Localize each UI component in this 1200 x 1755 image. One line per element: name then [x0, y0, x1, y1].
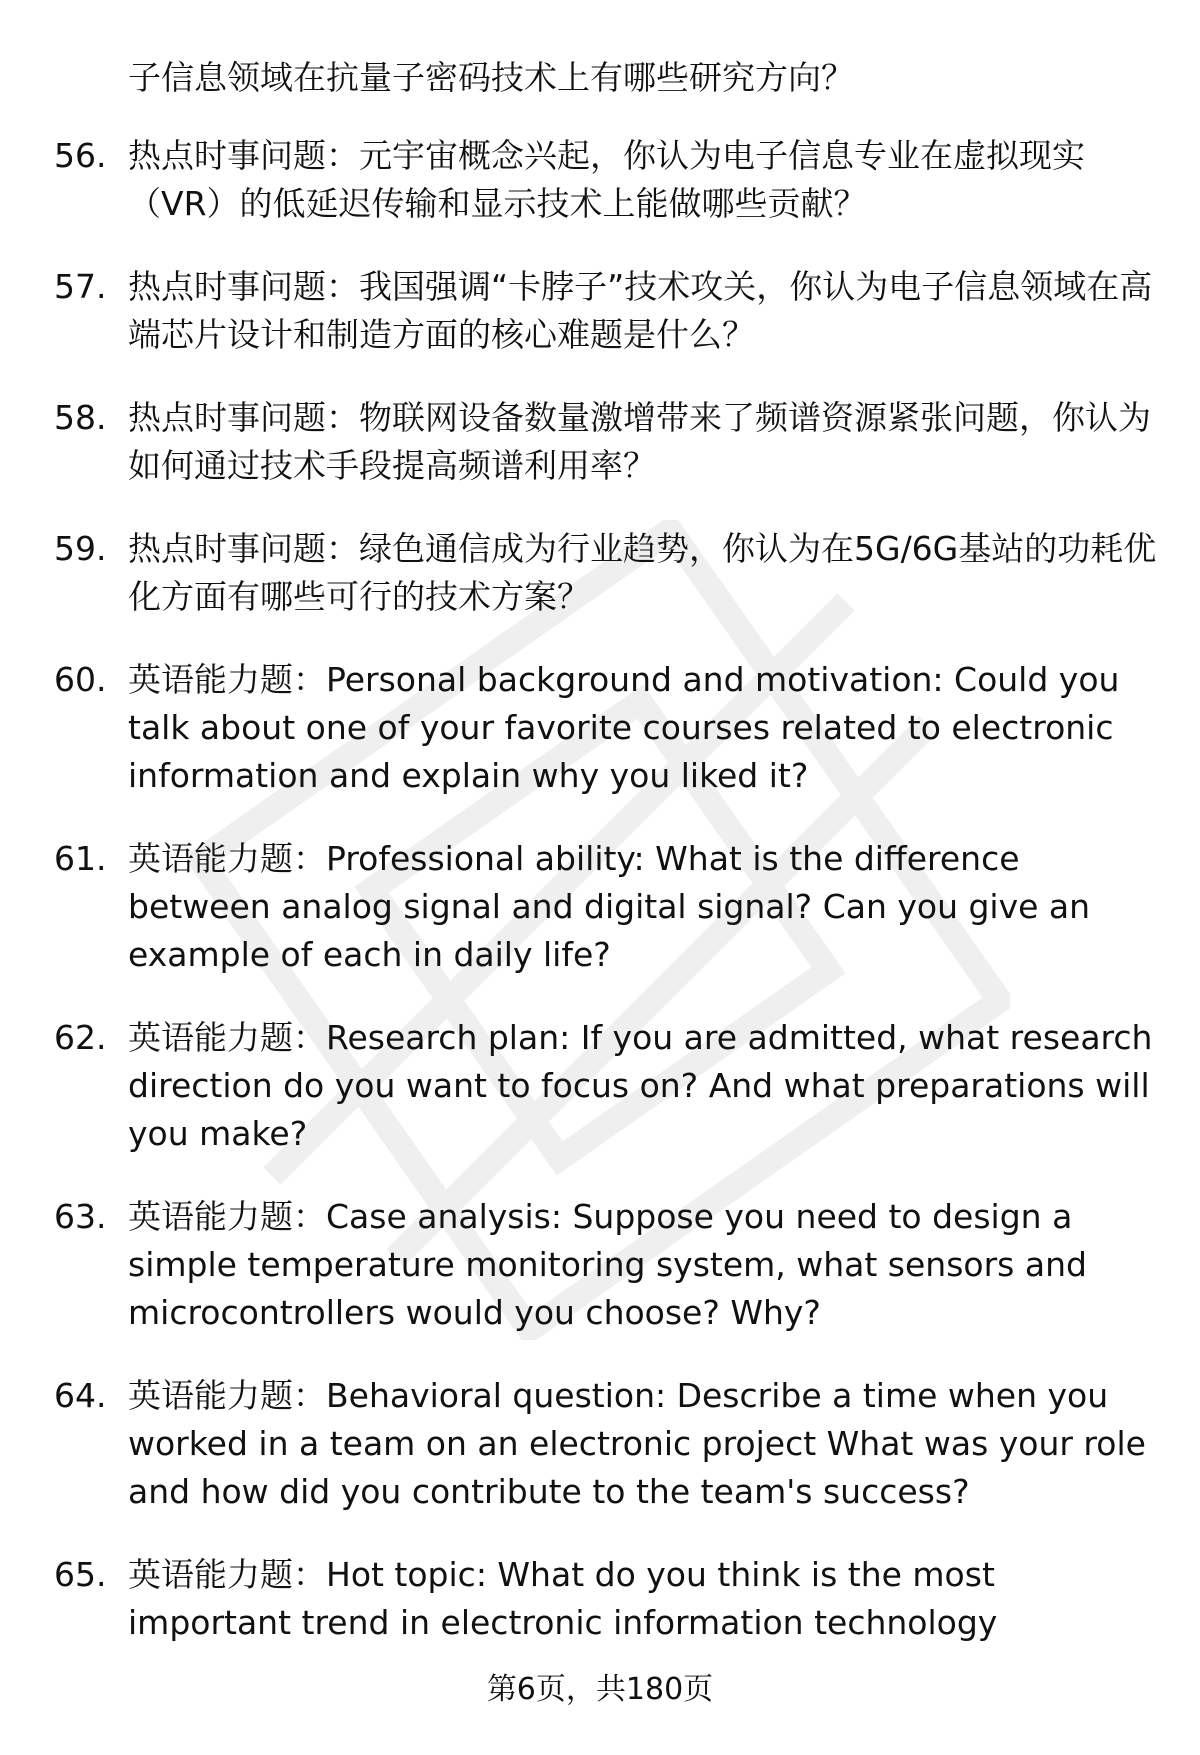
- question-list: [0, 132, 1200, 1682]
- continued-question-text: 子信息领域在抗量子密码技术上有哪些研究方向？: [128, 58, 854, 97]
- question-item: [0, 525, 1200, 621]
- question-text: 英语能力题：Personal background and motivation: Could you talk about one of your favorite courses related to electronic information and explain why you liked it?: [128, 660, 1120, 795]
- question-number: 57.: [54, 267, 107, 306]
- question-item: [0, 656, 1200, 800]
- question-number: 65.: [54, 1555, 107, 1594]
- question-text: 热点时事问题：我国强调“卡脖子”技术攻关，你认为电子信息领域在高端芯片设计和制造方面的核心难题是什么？: [128, 267, 1153, 354]
- question-text: 热点时事问题：绿色通信成为行业趋势，你认为在5G/6G基站的功耗优化方面有哪些可行的技术方案？: [128, 529, 1157, 616]
- question-item: [0, 1193, 1200, 1337]
- question-text: 英语能力题：Case analysis: Suppose you need to design a simple temperature monitoring system, what sensors and microcontrollers would you choose? Why?: [128, 1197, 1087, 1332]
- question-item: [0, 132, 1200, 228]
- question-number: 56.: [54, 136, 107, 175]
- page-number-label: 第6页，共180页: [486, 1672, 714, 1707]
- question-text: 热点时事问题：物联网设备数量激增带来了频谱资源紧张问题，你认为如何通过技术手段提高频谱利用率？: [128, 398, 1151, 485]
- question-text: 英语能力题：Hot topic: What do you think is the most important trend in electronic information technology: [128, 1555, 998, 1642]
- question-number: 59.: [54, 529, 107, 568]
- page-footer: [0, 1670, 1200, 1710]
- question-item: [0, 263, 1200, 359]
- question-item: [0, 1372, 1200, 1516]
- question-item: [0, 835, 1200, 979]
- question-text: 英语能力题：Behavioral question: Describe a time when you worked in a team on an electronic project What was your role and how did you contribute to the team's success?: [128, 1376, 1146, 1511]
- question-number: 60.: [54, 660, 107, 699]
- question-text: 英语能力题：Professional ability: What is the difference between analog signal and digital signal? Can you give an example of each in daily life?: [128, 839, 1091, 974]
- question-item: [0, 1551, 1200, 1647]
- question-text: 热点时事问题：元宇宙概念兴起，你认为电子信息专业在虚拟现实（VR）的低延迟传输和显示技术上能做哪些贡献？: [128, 136, 1085, 223]
- question-item: [0, 1014, 1200, 1158]
- question-number: 58.: [54, 398, 107, 437]
- question-item: [0, 394, 1200, 490]
- question-number: 64.: [54, 1376, 107, 1415]
- question-number: 62.: [54, 1018, 107, 1057]
- question-text: 英语能力题：Research plan: If you are admitted, what research direction do you want to focus on? And what preparations will you make?: [128, 1018, 1153, 1153]
- question-number: 61.: [54, 839, 107, 878]
- question-number: 63.: [54, 1197, 107, 1236]
